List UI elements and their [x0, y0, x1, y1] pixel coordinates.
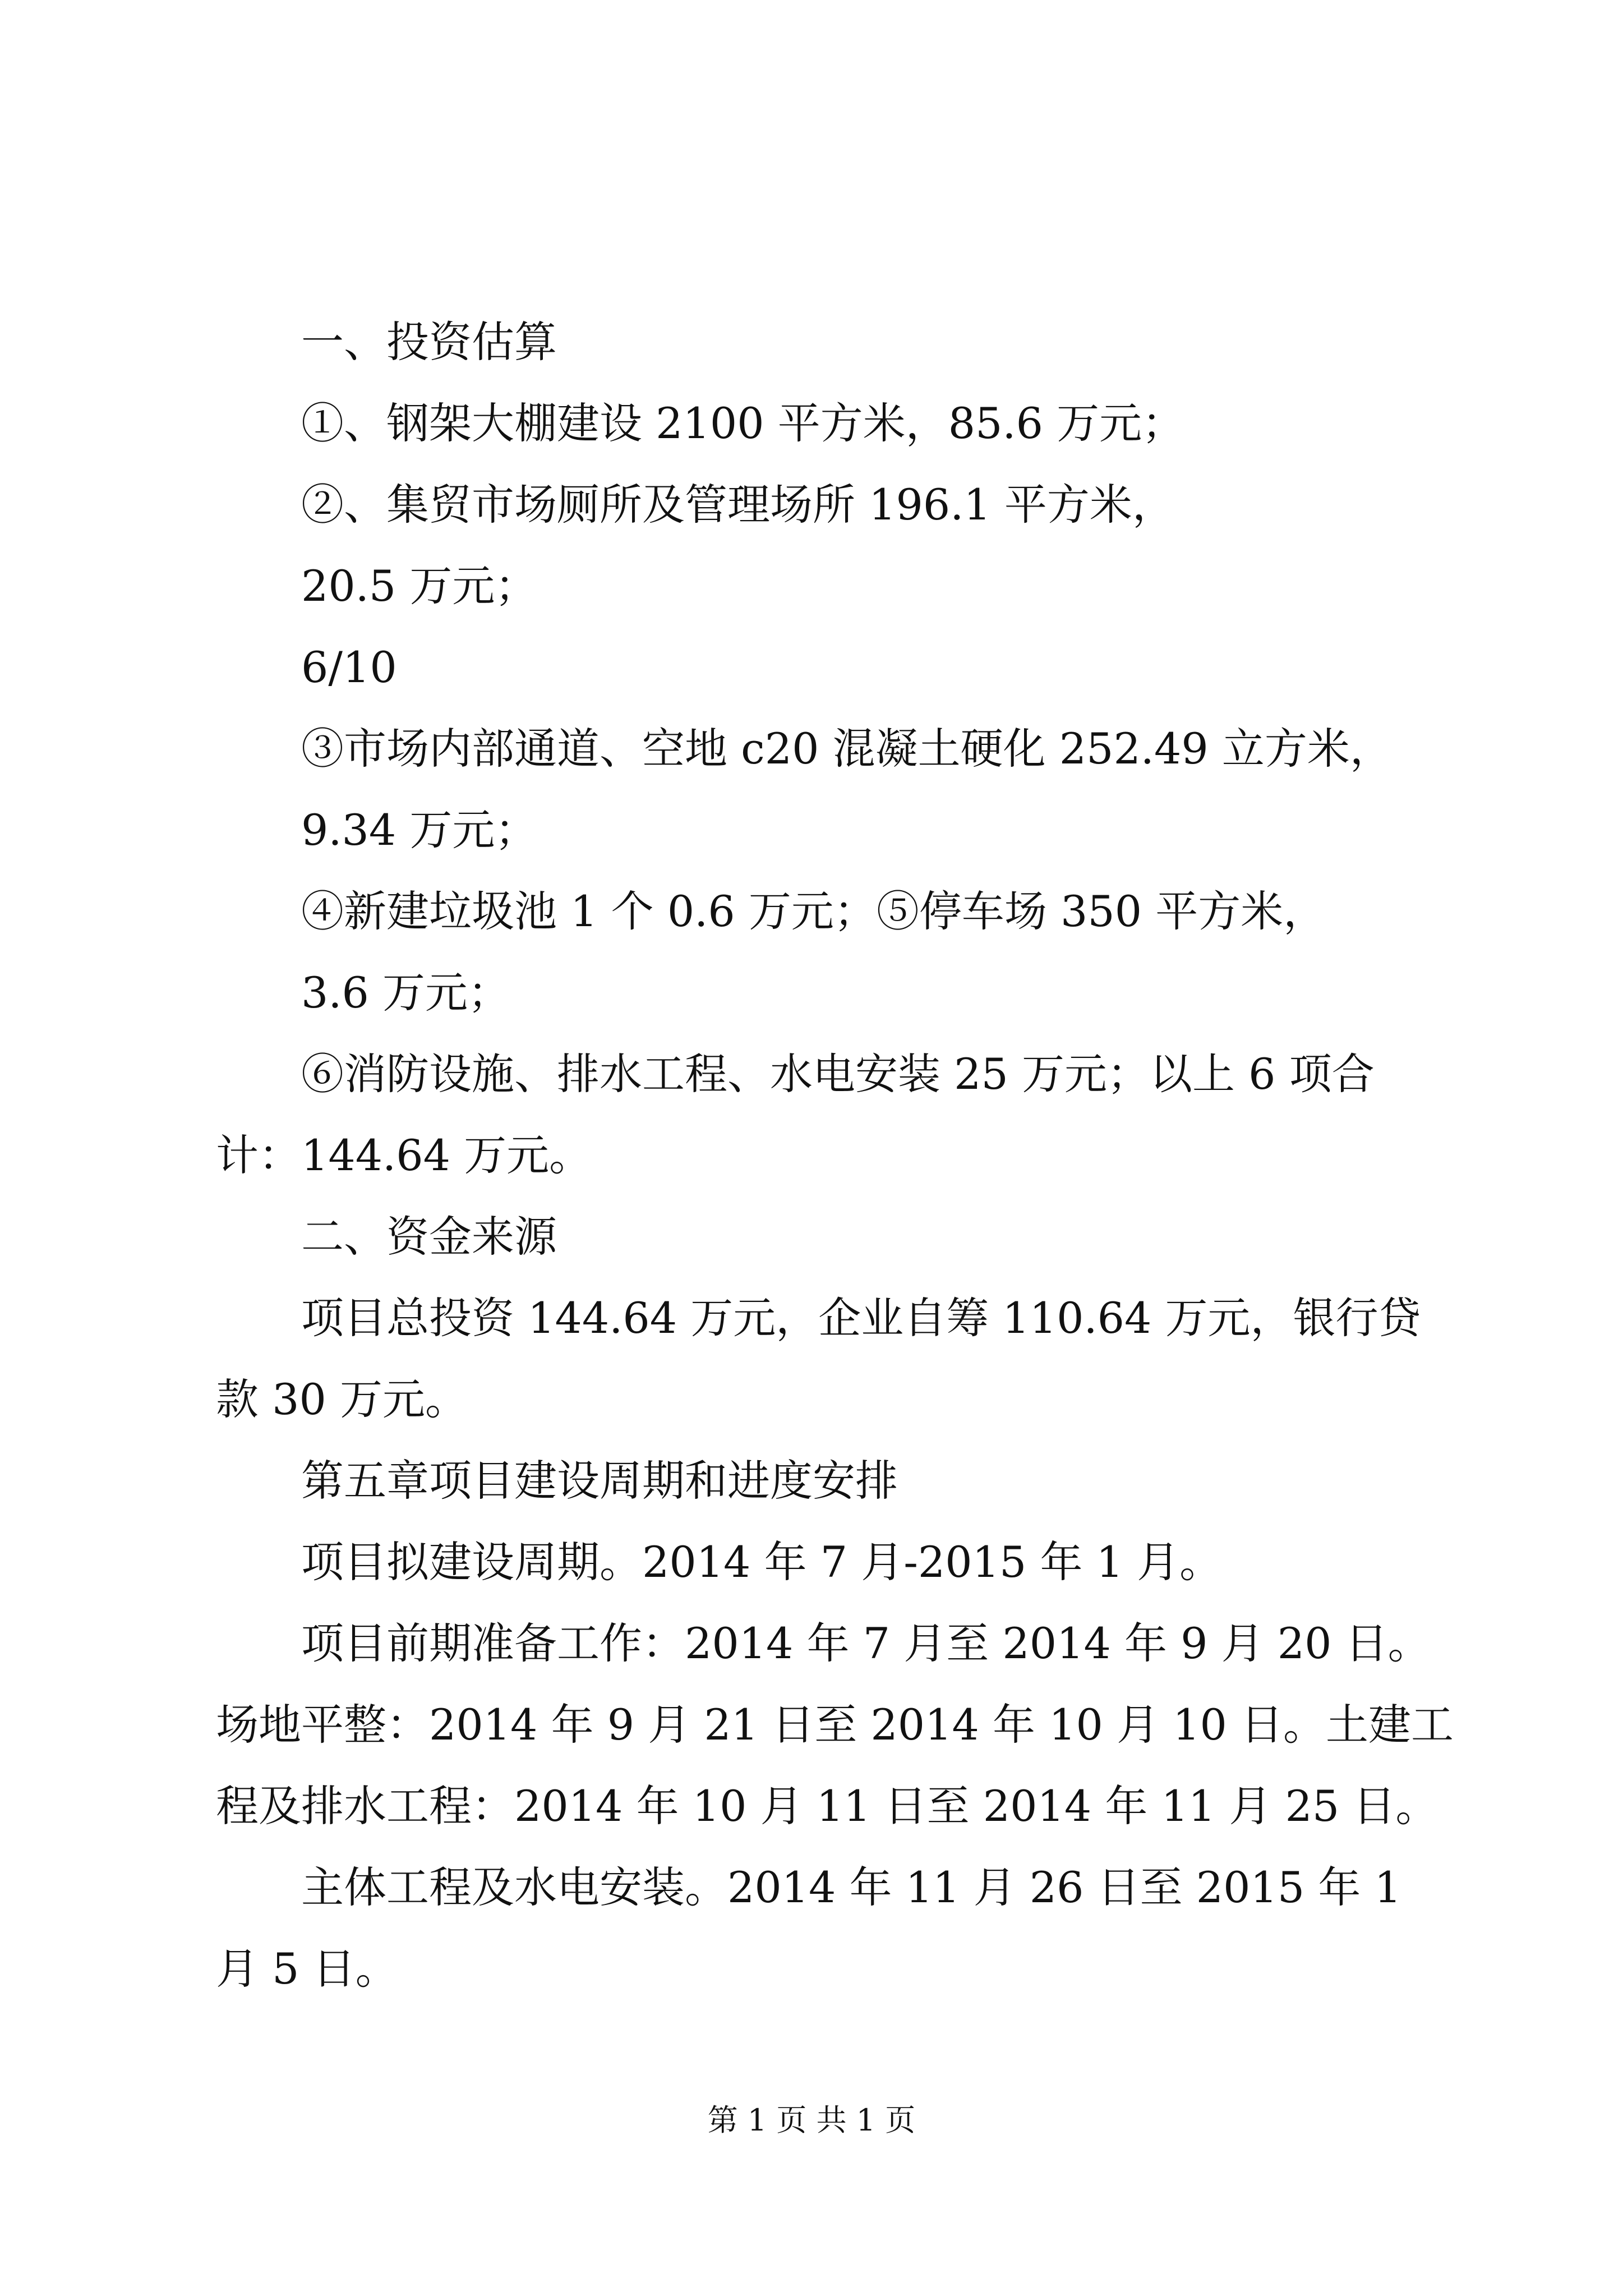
section-heading-investment: 一、投资估算 [301, 317, 557, 367]
paragraph-item-3-cont: 9.34 万元； [301, 805, 538, 855]
paragraph-main-works: 主体工程及水电安装。2014 年 11 月 26 日至 2015 年 1 月 5 日。 [216, 1862, 1415, 1994]
paragraph-item-1: ①、钢架大棚建设 2100 平方米，85.6 万元； [301, 398, 1185, 448]
paragraph-item-3: ③市场内部通道、空地 c20 混凝土硬化 252.49 立方米， [301, 724, 1393, 774]
paragraph-item-5-cont: 3.6 万元； [301, 968, 511, 1018]
paragraph-construction-period: 项目拟建设周期。2014 年 7 月-2015 年 1 月。 [301, 1537, 1223, 1587]
chapter-heading-schedule: 第五章项目建设周期和进度安排 [301, 1456, 898, 1506]
paragraph-item-2-cont: 20.5 万元； [301, 561, 538, 611]
paragraph-item-2: ②、集贸市场厕所及管理场所 196.1 平方米， [301, 480, 1175, 530]
paragraph-schedule-phases: 项目前期准备工作：2014 年 7 月至 2014 年 9 月 20 日。场地平整：2014 年 9 月 21 日至 2014 年 10 月 10 日。土建工程及排水工程：2014 年 10 月 11 日至 2014 年 11 月 25 日。 [216, 1618, 1454, 1831]
paragraph-item-6-total: ⑥消防设施、排水工程、水电安装 25 万元；以上 6 项合计：144.64 万元。 [216, 1049, 1375, 1180]
page-marker: 6/10 [301, 642, 397, 692]
paragraph-funding: 项目总投资 144.64 万元，企业自筹 110.64 万元，银行贷款 30 万元。 [216, 1293, 1421, 1424]
paragraph-item-4-5: ④新建垃圾池 1 个 0.6 万元；⑤停车场 350 平方米， [301, 886, 1326, 936]
section-heading-funding: 二、资金来源 [301, 1212, 557, 1262]
page-footer: 第 1 页 共 1 页 [707, 2102, 916, 2138]
